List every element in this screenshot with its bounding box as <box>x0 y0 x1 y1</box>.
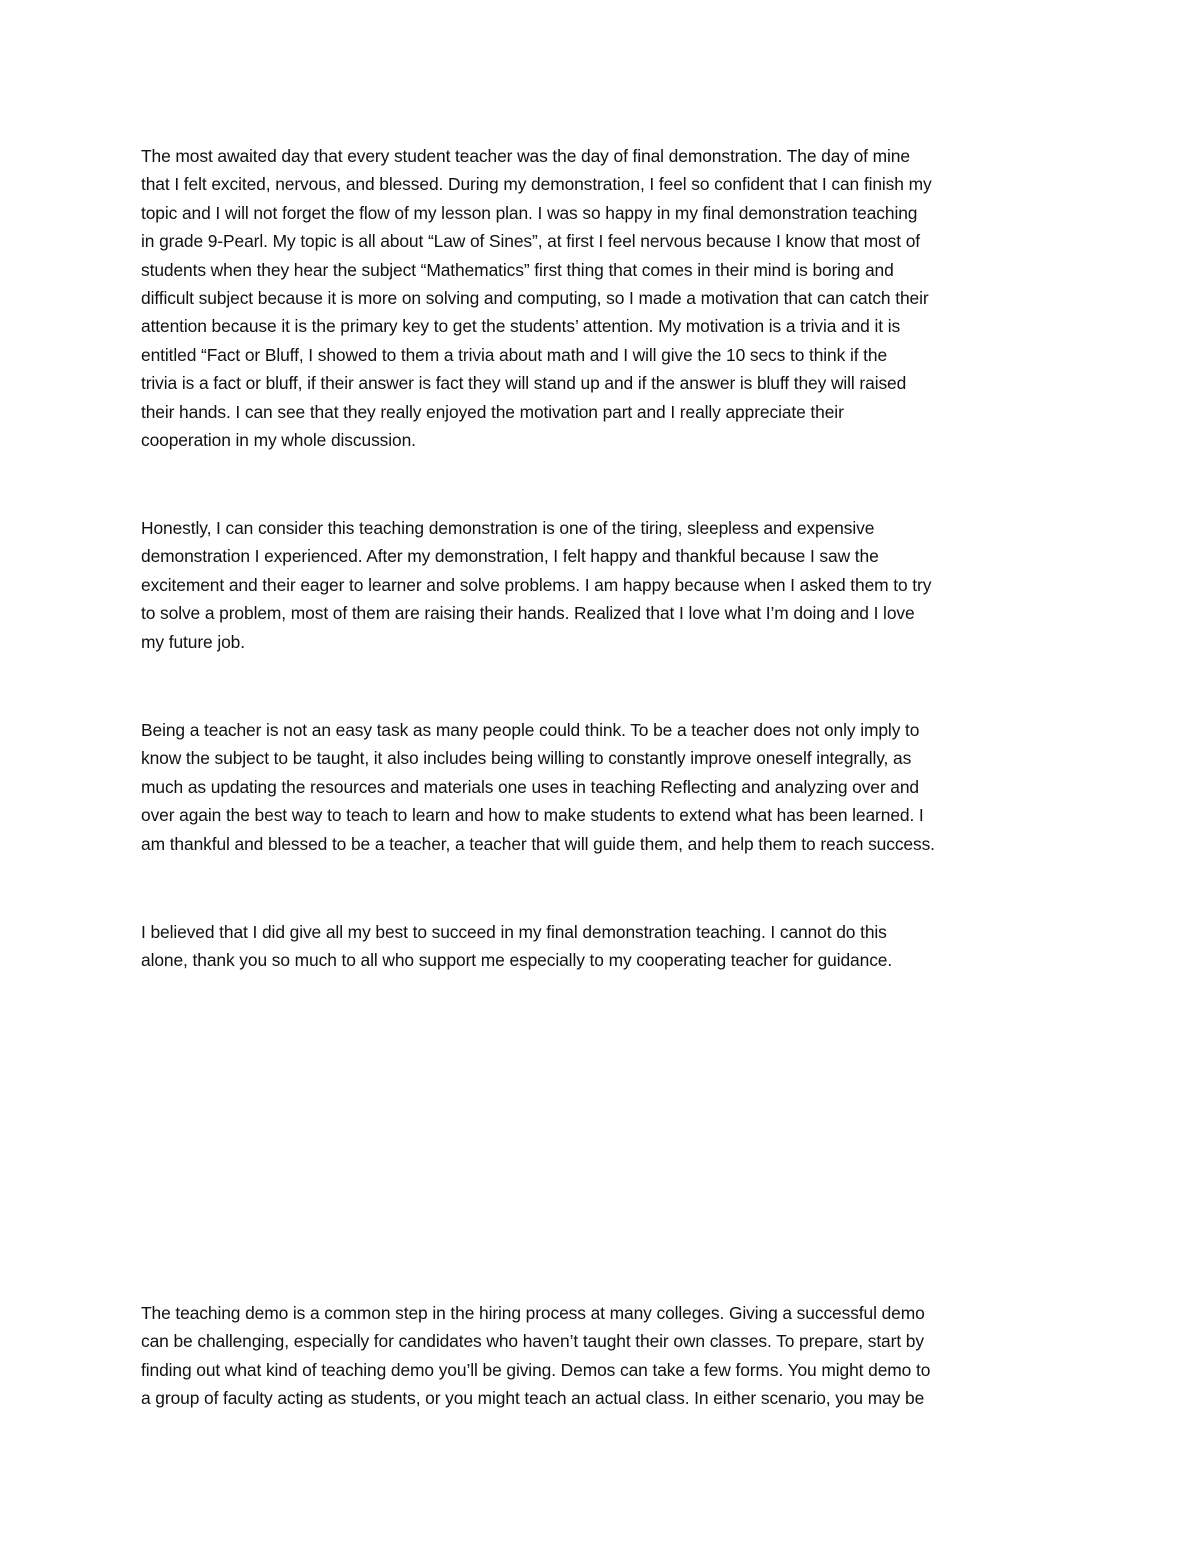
text-line: a group of faculty acting as students, or you might teach an actual class. In either scenario, you may be <box>141 1388 925 1409</box>
text-line: their hands. I can see that they really enjoyed the motivation part and I really appreciate their <box>141 401 844 422</box>
text-line: excitement and their eager to learner and solve problems. I am happy because when I asked them to try <box>141 574 932 595</box>
text-line: my future job. <box>141 631 245 652</box>
text-line: am thankful and blessed to be a teacher, a teacher that will guide them, and help them to reach success. <box>141 833 935 854</box>
text-line: in grade 9-Pearl. My topic is all about “Law of Sines”, at first I feel nervous because I know that most of <box>141 231 921 252</box>
text-line: alone, thank you so much to all who support me especially to my cooperating teacher for guidance. <box>141 950 893 971</box>
paragraph-i-believed <box>141 918 1061 975</box>
text-line: demonstration I experienced. After my demonstration, I felt happy and thankful because I saw the <box>141 546 879 567</box>
text-line: difficult subject because it is more on solving and computing, so I made a motivation that can catch their <box>141 288 929 309</box>
text-line: I believed that I did give all my best to succeed in my final demonstration teaching. I cannot do this <box>141 922 887 942</box>
text-line: attention because it is the primary key to get the students’ attention. My motivation is a trivia and it is <box>141 316 901 337</box>
text-line: know the subject to be taught, it also includes being willing to constantly improve oneself integrally, as <box>141 748 912 769</box>
text-line: that I felt excited, nervous, and blessed. During my demonstration, I feel so confident that I can finish my <box>141 174 932 195</box>
text-line: cooperation in my whole discussion. <box>141 430 416 451</box>
paragraph-final-demonstration <box>141 142 1061 454</box>
text-line: entitled “Fact or Bluff, I showed to them a trivia about math and I will give the 10 secs to think if the <box>141 344 888 365</box>
text-line: The teaching demo is a common step in the hiring process at many colleges. Giving a successful demo <box>141 1303 925 1323</box>
text-line: to solve a problem, most of them are raising their hands. Realized that I love what I’m doing and I love <box>141 603 915 624</box>
paragraph-honestly <box>141 514 1061 656</box>
text-line: trivia is a fact or bluff, if their answer is fact they will stand up and if the answer is bluff they will raised <box>141 373 907 394</box>
text-line: can be challenging, especially for candidates who haven’t taught their own classes. To prepare, start by <box>141 1331 924 1352</box>
text-line: students when they hear the subject “Mathematics” first thing that comes in their mind is boring and <box>141 259 894 280</box>
text-line: Honestly, I can consider this teaching demonstration is one of the tiring, sleepless and expensive <box>141 518 875 538</box>
text-line: Being a teacher is not an easy task as many people could think. To be a teacher does not only imply to <box>141 720 920 740</box>
text-line: finding out what kind of teaching demo you’ll be giving. Demos can take a few forms. You might demo to <box>141 1359 931 1380</box>
text-line: over again the best way to teach to learn and how to make students to extend what has been learned. I <box>141 805 924 826</box>
paragraph-teaching-demo <box>141 1299 1061 1413</box>
text-line: much as updating the resources and materials one uses in teaching Reflecting and analyzing over and <box>141 776 919 797</box>
text-line: The most awaited day that every student teacher was the day of final demonstration. The day of mine <box>141 146 910 166</box>
paragraph-being-a-teacher <box>141 716 1061 858</box>
text-line: topic and I will not forget the flow of my lesson plan. I was so happy in my final demonstration teaching <box>141 202 918 223</box>
